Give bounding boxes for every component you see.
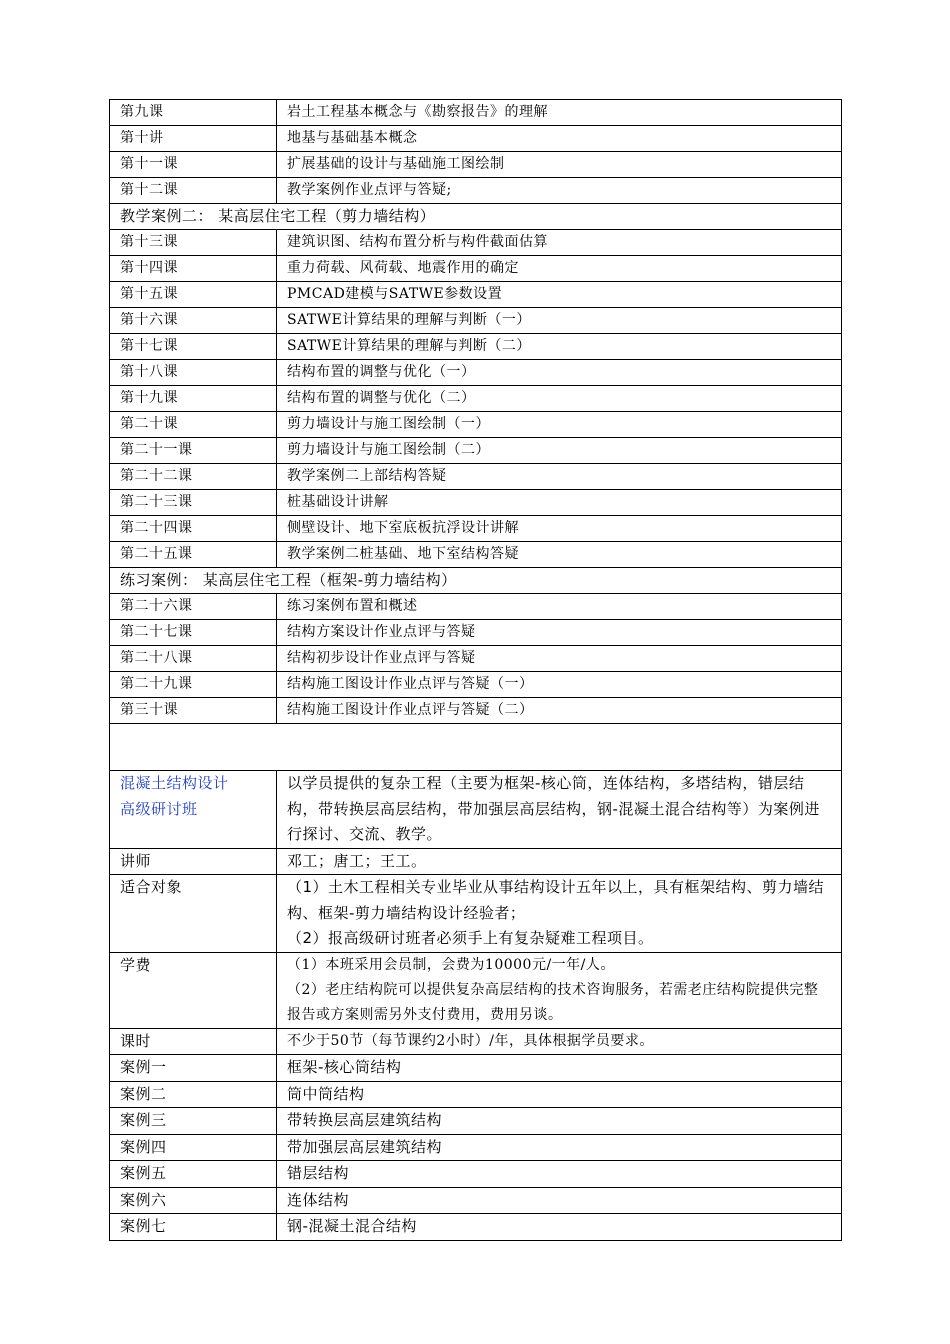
lesson-topic: 岩土工程基本概念与《勘察报告》的理解	[277, 100, 842, 126]
lesson-topic: 剪力墙设计与施工图绘制（二）	[277, 438, 842, 464]
case-value: 错层结构	[277, 1161, 842, 1188]
hours-label: 课时	[110, 1028, 277, 1055]
case-label: 案例四	[110, 1134, 277, 1161]
lesson-number: 第二十七课	[110, 620, 277, 646]
case-value: 钢-混凝土混合结构	[277, 1214, 842, 1241]
lesson-topic: 扩展基础的设计与基础施工图绘制	[277, 152, 842, 178]
lesson-row	[110, 594, 842, 620]
case-value: 筒中筒结构	[277, 1081, 842, 1108]
lecturer-row	[110, 848, 842, 875]
lesson-number: 第十讲	[110, 126, 277, 152]
lesson-row	[110, 334, 842, 360]
lesson-topic: 地基与基础基本概念	[277, 126, 842, 152]
lesson-row	[110, 672, 842, 698]
fee-value	[277, 952, 842, 1028]
lesson-topic: 剪力墙设计与施工图绘制（一）	[277, 412, 842, 438]
course-name-line1: 混凝土结构设计	[120, 774, 229, 792]
fee-label: 学费	[110, 952, 277, 1028]
lesson-number: 第二十一课	[110, 438, 277, 464]
lesson-topic: 桩基础设计讲解	[277, 490, 842, 516]
section-header-row	[110, 568, 842, 594]
lesson-topic: PMCAD建模与SATWE参数设置	[277, 282, 842, 308]
case-value: 带转换层高层建筑结构	[277, 1108, 842, 1135]
case-value: 框架-核心筒结构	[277, 1055, 842, 1082]
lesson-number: 第十七课	[110, 334, 277, 360]
cases-section	[110, 1055, 842, 1241]
course-section	[110, 724, 842, 1055]
lesson-topic: 教学案例二上部结构答疑	[277, 464, 842, 490]
lesson-number: 第十九课	[110, 386, 277, 412]
lesson-row	[110, 256, 842, 282]
fee-row	[110, 952, 842, 1028]
lesson-topic: 结构方案设计作业点评与答疑	[277, 620, 842, 646]
lesson-row	[110, 152, 842, 178]
lesson-number: 第二十八课	[110, 646, 277, 672]
lesson-topic: 结构施工图设计作业点评与答疑（一）	[277, 672, 842, 698]
audience-item-2: （2）报高级研讨班者必须手上有复杂疑难工程项目。	[287, 929, 654, 947]
case-label: 案例五	[110, 1161, 277, 1188]
lesson-row	[110, 490, 842, 516]
lesson-number: 第二十二课	[110, 464, 277, 490]
lesson-topic: 建筑识图、结构布置分析与构件截面估算	[277, 230, 842, 256]
lesson-number: 第十八课	[110, 360, 277, 386]
document-page	[109, 99, 842, 1241]
lesson-number: 第三十课	[110, 698, 277, 724]
audience-row	[110, 875, 842, 953]
section-header: 教学案例二： 某高层住宅工程（剪力墙结构）	[110, 204, 842, 230]
case-label: 案例六	[110, 1187, 277, 1214]
audience-value	[277, 875, 842, 953]
course-table	[109, 99, 842, 1241]
lesson-number: 第九课	[110, 100, 277, 126]
lesson-topic: 侧壁设计、地下室底板抗浮设计讲解	[277, 516, 842, 542]
lesson-topic: 教学案例作业点评与答疑;	[277, 178, 842, 204]
lesson-row	[110, 308, 842, 334]
case-label: 案例一	[110, 1055, 277, 1082]
case-label: 案例七	[110, 1214, 277, 1241]
lesson-number: 第十一课	[110, 152, 277, 178]
case-label: 案例二	[110, 1081, 277, 1108]
lesson-topic: 结构初步设计作业点评与答疑	[277, 646, 842, 672]
section-header-row	[110, 204, 842, 230]
case-row	[110, 1108, 842, 1135]
section-header: 练习案例： 某高层住宅工程（框架-剪力墙结构）	[110, 568, 842, 594]
lesson-row	[110, 620, 842, 646]
lesson-number: 第二十课	[110, 412, 277, 438]
lesson-row	[110, 438, 842, 464]
audience-label: 适合对象	[110, 875, 277, 953]
lesson-row	[110, 126, 842, 152]
lesson-row	[110, 516, 842, 542]
case-label: 案例三	[110, 1108, 277, 1135]
lesson-row	[110, 282, 842, 308]
lesson-row	[110, 542, 842, 568]
lesson-row	[110, 178, 842, 204]
lesson-topic: SATWE计算结果的理解与判断（一）	[277, 308, 842, 334]
case-value: 带加强层高层建筑结构	[277, 1134, 842, 1161]
case-row	[110, 1161, 842, 1188]
fee-item-1: （1）本班采用会员制，会费为10000元/一年/人。	[287, 956, 615, 973]
lesson-topic: 教学案例二桩基础、地下室结构答疑	[277, 542, 842, 568]
course-name	[110, 771, 277, 849]
lecturer-value: 邓工；唐工；王工。	[277, 848, 842, 875]
lesson-topic: 重力荷载、风荷载、地震作用的确定	[277, 256, 842, 282]
lesson-topic: 练习案例布置和概述	[277, 594, 842, 620]
case-row	[110, 1081, 842, 1108]
schedule-section	[110, 100, 842, 724]
lesson-number: 第十二课	[110, 178, 277, 204]
course-name-line2: 高级研讨班	[120, 799, 198, 818]
hours-row	[110, 1028, 842, 1055]
fee-item-2: （2）老庄结构院可以提供复杂高层结构的技术咨询服务，若需老庄结构院提供完整报告或方案则需另外支付费用，费用另谈。	[287, 981, 819, 1023]
lesson-number: 第二十四课	[110, 516, 277, 542]
lesson-row	[110, 412, 842, 438]
lesson-number: 第二十五课	[110, 542, 277, 568]
case-row	[110, 1187, 842, 1214]
lesson-topic: SATWE计算结果的理解与判断（二）	[277, 334, 842, 360]
lesson-topic: 结构施工图设计作业点评与答疑（二）	[277, 698, 842, 724]
lesson-number: 第二十三课	[110, 490, 277, 516]
lesson-row	[110, 100, 842, 126]
lesson-row	[110, 646, 842, 672]
lesson-number: 第十四课	[110, 256, 277, 282]
lesson-number: 第十三课	[110, 230, 277, 256]
audience-item-1: （1）土木工程相关专业毕业从事结构设计五年以上，具有框架结构、剪力墙结构、框架-剪力墙结构设计经验者；	[287, 878, 825, 922]
lesson-topic: 结构布置的调整与优化（一）	[277, 360, 842, 386]
case-row	[110, 1055, 842, 1082]
lesson-number: 第二十九课	[110, 672, 277, 698]
case-row	[110, 1134, 842, 1161]
lecturer-label: 讲师	[110, 848, 277, 875]
blank-row	[110, 724, 842, 771]
lesson-number: 第十六课	[110, 308, 277, 334]
lesson-topic: 结构布置的调整与优化（二）	[277, 386, 842, 412]
case-row	[110, 1214, 842, 1241]
case-value: 连体结构	[277, 1187, 842, 1214]
hours-value: 不少于50节（每节课约2小时）/年，具体根据学员要求。	[277, 1028, 842, 1055]
lesson-number: 第二十六课	[110, 594, 277, 620]
course-description: 以学员提供的复杂工程（主要为框架-核心筒，连体结构，多塔结构，错层结构，带转换层高层结构，带加强层高层结构，钢-混凝土混合结构等）为案例进行探讨、交流、教学。	[277, 771, 842, 849]
lesson-number: 第十五课	[110, 282, 277, 308]
lesson-row	[110, 230, 842, 256]
lesson-row	[110, 698, 842, 724]
lesson-row	[110, 360, 842, 386]
course-title-row	[110, 771, 842, 849]
lesson-row	[110, 464, 842, 490]
lesson-row	[110, 386, 842, 412]
